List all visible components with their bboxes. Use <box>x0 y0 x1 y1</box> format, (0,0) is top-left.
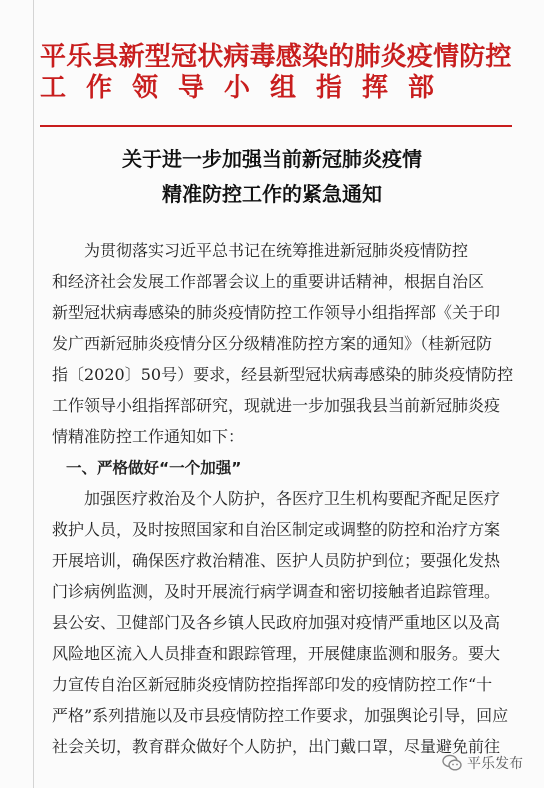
section-paragraph-line: 救护人员，及时按照国家和自治区制定或调整的防控和治疗方案 <box>52 520 501 539</box>
section-paragraph-line: 风险地区流入人员排查和跟踪管理，开展健康监测和服务。要大 <box>52 644 501 663</box>
body-paragraph-line: 新型冠状病毒感染的肺炎疫情防控工作领导小组指挥部《关于印 <box>52 303 501 322</box>
issuing-authority-line-1: 平乐县新型冠状病毒感染的肺炎疫情防控 <box>40 42 512 72</box>
section-paragraph-line: 加强医疗救治及个人防护，各医疗卫生机构要配齐配足医疗 <box>84 489 501 508</box>
section-heading: 一、严格做好“一个加强” <box>66 459 242 477</box>
red-header <box>0 0 544 128</box>
section-paragraph-line: 社会关切，教育群众做好个人防护，出门戴口罩，尽量避免前往 <box>52 737 501 756</box>
body-paragraph-line: 和经济社会发展工作部署会议上的重要讲话精神，根据自治区 <box>52 272 485 291</box>
section-paragraph-line: 严格”系列措施以及市县疫情防控工作要求，加强舆论引导，回应 <box>52 706 509 725</box>
wechat-channel-icon <box>442 754 462 772</box>
section-paragraph-line: 力宣传自治区新冠肺炎疫情防控指挥部印发的疫情防控工作“十 <box>52 675 493 694</box>
body-paragraph-line: 为贯彻落实习近平总书记在统筹推进新冠肺炎疫情防控 <box>84 241 469 260</box>
section-paragraph-line: 县公安、卫健部门及各乡镇人民政府加强对疫情严重地区以及高 <box>52 613 501 632</box>
document-title-line-2: 精准防控工作的紧急通知 <box>162 182 382 206</box>
watermark-label: 平乐发布 <box>467 756 523 772</box>
document-title-line-1: 关于进一步加强当前新冠肺炎疫情 <box>122 147 422 171</box>
body-paragraph-line: 工作领导小组指挥部研究，现就进一步加强我县当前新冠肺炎疫 <box>52 396 501 415</box>
body-paragraph-line: 情精准防控工作通知如下： <box>52 427 245 446</box>
section-paragraph-line: 开展培训，确保医疗救治精准、医护人员防护到位；要强化发热 <box>52 551 501 570</box>
body-paragraph-line: 指〔2020〕50号）要求，经县新型冠状病毒感染的肺炎疫情防控 <box>52 365 514 384</box>
red-divider-rule <box>40 125 512 127</box>
section-paragraph-line: 门诊病例监测，及时开展流行病学调查和密切接触者追踪管理。 <box>52 582 501 601</box>
source-watermark <box>442 752 523 774</box>
body-paragraph-line: 发广西新冠肺炎疫情分区分级精准防控方案的通知》（桂新冠防 <box>52 334 493 353</box>
issuing-authority-line-2: 工作领导小组指挥部 <box>40 73 455 103</box>
